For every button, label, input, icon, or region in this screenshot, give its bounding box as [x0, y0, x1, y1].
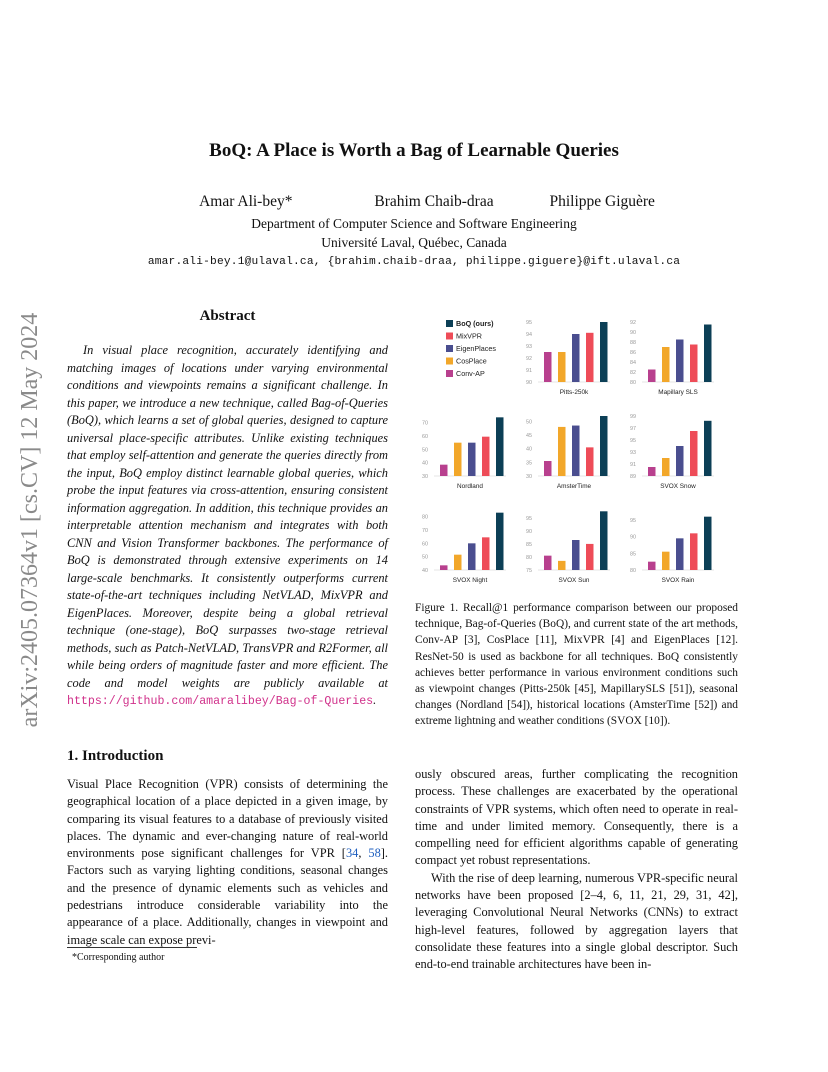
- bar-mixvpr: [482, 537, 490, 570]
- bar-eigenplaces: [468, 543, 476, 570]
- legend-label: Conv-AP: [456, 369, 485, 378]
- affiliation-university: Université Laval, Québec, Canada: [321, 235, 507, 250]
- y-tick-label: 89: [630, 474, 636, 480]
- author-list: [0, 193, 828, 211]
- abstract-end: .: [373, 693, 377, 707]
- affiliation-department: Department of Computer Science and Software Engineering: [251, 216, 577, 231]
- bar-mixvpr: [482, 437, 490, 476]
- bar-conv-ap: [440, 465, 448, 476]
- y-tick-label: 75: [526, 568, 532, 574]
- bar-cosplace: [454, 555, 462, 570]
- bar-cosplace: [454, 443, 462, 476]
- bar-boq-ours-: [704, 325, 712, 383]
- y-tick-label: 91: [630, 462, 636, 468]
- y-tick-label: 95: [630, 518, 636, 524]
- bar-eigenplaces: [468, 443, 476, 476]
- legend-label: BoQ (ours): [456, 319, 494, 328]
- y-tick-label: 35: [526, 460, 532, 467]
- bar-mixvpr: [690, 533, 698, 570]
- intro-left-column: [67, 776, 388, 949]
- code-link[interactable]: https://github.com/amaralibey/Bag-of-Queries: [67, 695, 374, 708]
- bar-conv-ap: [544, 461, 552, 476]
- bar-cosplace: [558, 561, 566, 570]
- bar-eigenplaces: [572, 426, 580, 476]
- section-heading-introduction: 1. Introduction: [67, 748, 164, 764]
- y-tick-label: 90: [630, 534, 636, 541]
- bar-boq-ours-: [496, 417, 504, 476]
- panel-title: SVOX Snow: [660, 483, 696, 490]
- y-tick-label: 50: [422, 447, 428, 454]
- legend-swatch: [446, 333, 453, 340]
- y-tick-label: 97: [630, 426, 636, 432]
- footnote: *Corresponding author: [72, 952, 165, 963]
- y-tick-label: 90: [630, 330, 636, 336]
- author-emails: amar.ali-bey.1@ulaval.ca, {brahim.chaib-draa, philippe.giguere}@ift.ulaval.ca: [147, 256, 681, 268]
- abstract-text: In visual place recognition, accurately identifying and matching images of locations under varying environmental conditions and viewpoints remains a significant challenge. In this paper, we introduce a new technique, called Bag-of-Queries (BoQ), which learns a set of global queries, designed to capture universal place-specific attributes. Unlike existing techniques that employ self-attention and generate the queries directly from the input, BoQ employ distinct learnable global queries, which probe the input features via cross-attention, ensuring consistent information aggregation. In addition, this technique provides an interpretable attention mechanism and integrates with both CNN and Vision Transformer backbones. The performance of BoQ is demonstrated through extensive experiments on 14 large-scale benchmarks. It consistently outperforms current state-of-the-art techniques including NetVLAD, MixVPR and EigenPlaces. Moreover, despite being a global retrieval technique (one-stage), BoQ surpasses two-stage retrieval methods, such as Patch-NetVLAD, TransVPR and R2Former, all while being orders of magnitude faster and more efficient. The code and model weights are publicly available at: [67, 343, 388, 690]
- panel-title: Nordland: [457, 483, 483, 490]
- y-tick-label: 30: [526, 474, 532, 480]
- y-tick-label: 95: [526, 320, 532, 326]
- arxiv-stamp: [15, 312, 45, 728]
- y-tick-label: 82: [630, 370, 636, 376]
- y-tick-label: 60: [422, 541, 428, 548]
- author-1-name: Amar Ali-bey*: [199, 193, 293, 210]
- y-tick-label: 93: [526, 344, 532, 350]
- y-tick-label: 90: [526, 380, 532, 386]
- y-tick-label: 95: [526, 515, 532, 522]
- legend-swatch: [446, 370, 453, 377]
- bar-conv-ap: [648, 467, 656, 476]
- bar-mixvpr: [586, 447, 594, 476]
- intro-right-paragraph-1: ously obscured areas, further complicating the recognition process. These challenges are exacerbated by the operational constraints of VPR systems, which often need to operate in real-time and under limited memory. Consequently, there is a compelling need for efficient algorithms capable of generating compact yet robust representations.: [415, 767, 738, 868]
- y-tick-label: 85: [630, 551, 636, 558]
- bar-eigenplaces: [676, 446, 684, 476]
- y-tick-label: 45: [526, 433, 532, 440]
- intro-text-1: Visual Place Recognition (VPR) consists of determining the geographical location of a place depicted in a given image, by comparing its visual features to a database of previously visited places. The dynamic and ever-changing nature of real-world environments pose significant challenges for VPR [: [67, 777, 388, 861]
- y-tick-label: 40: [422, 568, 428, 574]
- y-tick-label: 84: [630, 360, 636, 366]
- y-tick-label: 80: [630, 380, 636, 386]
- bar-conv-ap: [648, 370, 656, 383]
- intro-right-paragraph-2: With the rise of deep learning, numerous VPR-specific neural networks have been proposed [2–4, 6, 11, 21, 29, 31, 42], leveraging Convolutional Neural Networks (CNNs) to extract high-level features, followed by aggregation layers that consolidate these features into a single global descriptor. Such end-to-end trainable architectures have been in-: [415, 870, 738, 972]
- figure-1-chart: [412, 312, 742, 592]
- panel-title: SVOX Sun: [558, 577, 590, 584]
- citation-link[interactable]: 58: [368, 846, 381, 861]
- panel-title: AmsterTime: [556, 483, 592, 490]
- bar-conv-ap: [648, 562, 656, 570]
- bar-cosplace: [662, 552, 670, 570]
- bar-cosplace: [558, 352, 566, 382]
- legend-swatch: [446, 345, 453, 352]
- panel-title: Mapillary SLS: [658, 389, 698, 396]
- legend-label: EigenPlaces: [456, 344, 496, 353]
- y-tick-label: 92: [630, 320, 636, 326]
- y-tick-label: 60: [422, 434, 428, 440]
- bar-cosplace: [662, 347, 670, 382]
- legend-label: MixVPR: [456, 331, 482, 341]
- bar-mixvpr: [586, 544, 594, 570]
- y-tick-label: 86: [630, 350, 636, 356]
- bar-boq-ours-: [600, 416, 608, 476]
- citation-link[interactable]: 34: [345, 846, 359, 861]
- figure-caption: [415, 600, 738, 730]
- y-tick-label: 85: [526, 541, 532, 548]
- bar-conv-ap: [544, 352, 552, 382]
- legend-swatch: [446, 320, 453, 327]
- y-tick-label: 30: [422, 474, 428, 480]
- y-tick-label: 70: [422, 528, 428, 534]
- y-tick-label: 91: [526, 368, 532, 374]
- bar-boq-ours-: [600, 322, 608, 382]
- legend-label: CosPlace: [456, 356, 487, 366]
- y-tick-label: 90: [526, 528, 532, 535]
- paper-title: BoQ: A Place is Worth a Bag of Learnable Queries: [209, 140, 619, 161]
- bar-cosplace: [558, 427, 566, 476]
- intro-right-column: [415, 766, 738, 974]
- y-tick-label: 93: [630, 450, 636, 456]
- y-tick-label: 95: [630, 438, 636, 444]
- legend-swatch: [446, 358, 453, 365]
- y-tick-label: 50: [422, 554, 428, 561]
- author-3: Philippe Giguère: [549, 193, 655, 210]
- panel-title: SVOX Night: [452, 577, 488, 584]
- abstract-heading: Abstract: [199, 308, 256, 324]
- abstract-body: [67, 342, 388, 711]
- y-tick-label: 40: [422, 460, 428, 467]
- panel-title: SVOX Rain: [661, 577, 695, 584]
- bar-eigenplaces: [572, 540, 580, 570]
- intro-text-2: ,: [358, 846, 369, 861]
- y-tick-label: 50: [526, 419, 532, 426]
- bar-mixvpr: [586, 333, 594, 382]
- footnote-rule: [67, 947, 197, 948]
- y-tick-label: 80: [630, 568, 636, 574]
- y-tick-label: 99: [630, 414, 636, 420]
- intro-text-3: ]. Factors such as varying lighting conditions, seasonal changes and the presence of dynamic elements such as vehicles and pedestrians introduce considerable variability into the appearance of a place. Additionally, changes in viewpoint and image scale can expose previ-: [67, 846, 389, 947]
- bar-cosplace: [662, 458, 670, 476]
- bar-mixvpr: [690, 345, 698, 383]
- bar-conv-ap: [544, 556, 552, 570]
- bar-boq-ours-: [704, 517, 712, 570]
- y-tick-label: 80: [526, 554, 532, 561]
- y-tick-label: 40: [526, 446, 532, 453]
- author-1: [173, 193, 318, 211]
- bar-mixvpr: [690, 431, 698, 476]
- y-tick-label: 92: [526, 356, 532, 362]
- bar-eigenplaces: [676, 340, 684, 383]
- bar-boq-ours-: [704, 421, 712, 476]
- bar-eigenplaces: [572, 334, 580, 382]
- y-tick-label: 88: [630, 340, 636, 346]
- arxiv-stamp-text: arXiv:2405.07364v1 [cs.CV] 12 May 2024: [16, 312, 43, 728]
- panel-title: Pitts-250k: [559, 389, 589, 396]
- bar-eigenplaces: [676, 538, 684, 570]
- bar-boq-ours-: [496, 513, 504, 570]
- author-2: Brahim Chaib-draa: [374, 193, 494, 210]
- y-tick-label: 70: [422, 420, 428, 427]
- bar-conv-ap: [440, 565, 448, 570]
- y-tick-label: 94: [526, 332, 532, 338]
- figure-caption-text: Figure 1. Recall@1 performance comparison between our proposed technique, Bag-of-Queries (BoQ), and current state of the art methods, Conv-AP [3], CosPlace [11], MixVPR [4] and EigenPlaces [12]. ResNet-50 is used as backbone for all techniques. BoQ consistently achieves better performance in various environment conditions such as viewpoint changes (Pitts-250k [45], MapillarySLS [51]), seasonal changes (Nordland [54]), historical locations (AmsterTime [52]) and extreme lightning and weather conditions (SVOX [10]).: [415, 602, 738, 728]
- bar-boq-ours-: [600, 511, 608, 570]
- y-tick-label: 80: [422, 514, 428, 521]
